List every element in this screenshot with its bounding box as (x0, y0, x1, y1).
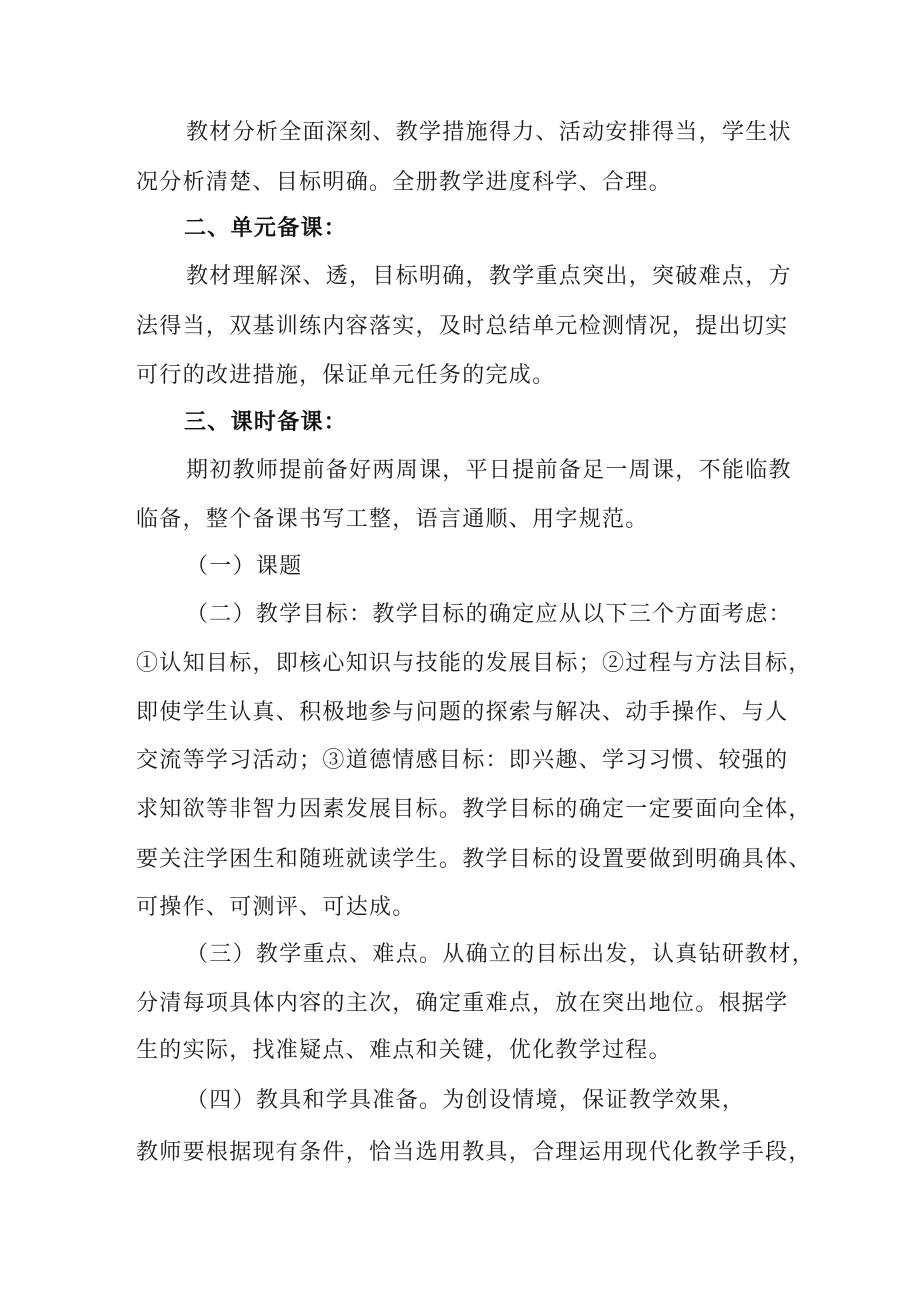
paragraph-line: （二）教学目标：教学目标的确定应从以下三个方面考虑： (186, 602, 792, 627)
paragraph-line: 生的实际，找准疑点、难点和关键，优化教学过程。 (136, 1038, 672, 1063)
paragraph-line: 交流等学习活动；③道德情感目标：即兴趣、学习习惯、较强的 (136, 748, 789, 773)
paragraph-line: ①认知目标，即核心知识与技能的发展目标；②过程与方法目标， (136, 651, 812, 676)
paragraph-line: 可行的改进措施，保证单元任务的完成。 (136, 363, 556, 388)
section-heading-lesson-prep: 三、课时备课： (184, 410, 348, 435)
paragraph-line: 临备，整个备课书写工整，语言通顺、用字规范。 (136, 507, 649, 532)
paragraph-line: 况分析清楚、目标明确。全册教学进度科学、合理。 (136, 170, 672, 195)
paragraph-line: 可操作、可测评、可达成。 (136, 895, 416, 920)
paragraph-line: 求知欲等非智力因素发展目标。教学目标的确定一定要面向全体， (136, 797, 812, 822)
section-heading-unit-prep: 二、单元备课： (184, 216, 348, 241)
paragraph-line: （三）教学重点、难点。从确立的目标出发，认真钻研教材， (186, 942, 816, 967)
paragraph-line: 教材分析全面深刻、教学措施得力、活动安排得当，学生状 (186, 120, 792, 145)
paragraph-line: 要关注学困生和随班就读学生。教学目标的设置要做到明确具体、 (136, 847, 812, 872)
paragraph-line: 教师要根据现有条件，恰当选用教具，合理运用现代化教学手段， (136, 1140, 812, 1165)
subsection-title: （一）课题 (186, 554, 303, 579)
paragraph-line: 期初教师提前备好两周课，平日提前备足一周课，不能临教 (186, 458, 792, 483)
paragraph-line: （四）教具和学具准备。为创设情境，保证教学效果， (186, 1088, 746, 1113)
paragraph-line: 教材理解深、透，目标明确，教学重点突出，突破难点，方 (186, 264, 792, 289)
paragraph-line: 分清每项具体内容的主次，确定重难点，放在突出地位。根据学 (136, 991, 789, 1016)
paragraph-line: 法得当，双基训练内容落实，及时总结单元检测情况，提出切实 (136, 314, 789, 339)
paragraph-line: 即使学生认真、积极地参与问题的探索与解决、动手操作、与人 (136, 700, 789, 725)
